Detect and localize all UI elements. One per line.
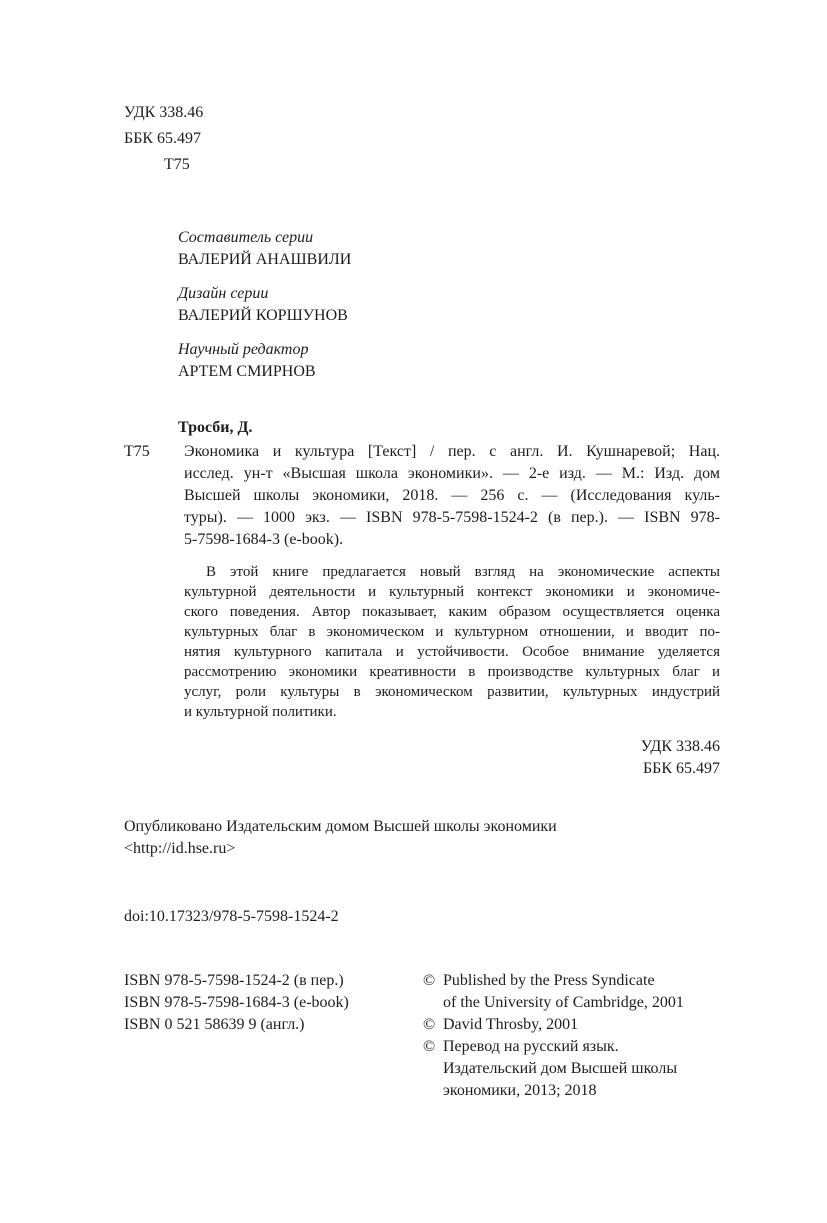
bibliographic-line: Высшей школы экономики, 2018. — 256 с. — (Исследования куль- [184, 487, 720, 504]
copyright-author [423, 1014, 578, 1036]
abstract-line: услуг, роли культуры в экономическом развитии, культурных индустрий [184, 684, 720, 700]
bibliographic-author: Тросби, Д. [178, 419, 253, 436]
abstract-line: В этой книге предлагается новый взгляд на экономические аспекты [206, 564, 720, 580]
copyright-line: экономики, 2013; 2018 [443, 1082, 597, 1099]
abstract-line: ского поведения. Автор показывает, каким образом осуществляется оценка [184, 604, 720, 620]
publisher-site: <http://id.hse.ru> [124, 840, 236, 857]
doi: doi:10.17323/978-5-7598-1524-2 [124, 908, 339, 925]
isbn-line: ISBN 978-5-7598-1684-3 (e-book) [124, 994, 349, 1011]
abstract-line: культурной деятельности и культурный контекст экономики и экономиче- [184, 584, 720, 600]
udk-code-right: УДК 338.46 [640, 738, 720, 755]
copyright-symbol: © [423, 1016, 436, 1033]
isbn-line: ISBN 978-5-7598-1524-2 (в пер.) [124, 972, 344, 989]
copyright-line: of the University of Cambridge, 2001 [443, 994, 684, 1011]
abstract-line: культурных благ в экономическом и культурном отношении, и вводит по- [184, 624, 720, 640]
copyright-translation [423, 1036, 619, 1058]
bibliographic-author-mark: Т75 [124, 443, 150, 460]
credit-name-series-compiler: ВАЛЕРИЙ АНАШВИЛИ [178, 251, 352, 268]
abstract-line: рассмотрению экономики креативности в производстве культурных благ и [184, 664, 720, 680]
copyright-line: Перевод на русский язык. [443, 1038, 619, 1055]
abstract-line: нятия культурного капитала и устойчивости. Особое внимание уделяется [184, 644, 720, 660]
bbk-code-top: ББК 65.497 [124, 130, 202, 147]
publisher-line: Опубликовано Издательским домом Высшей школы экономики [124, 818, 557, 835]
bibliographic-line: 5-7598-1684-3 (e-book). [184, 531, 344, 548]
copyright-symbol: © [423, 1038, 436, 1055]
copyright-cambridge [423, 970, 655, 992]
abstract-line: и культурной политики. [184, 704, 337, 720]
credit-role-scientific-editor: Научный редактор [178, 341, 309, 358]
bibliographic-description [184, 441, 720, 551]
credit-name-series-design: ВАЛЕРИЙ КОРШУНОВ [178, 307, 348, 324]
abstract [184, 562, 720, 722]
bbk-code-right: ББК 65.497 [642, 760, 720, 777]
udk-code-top: УДК 338.46 [124, 104, 204, 121]
copyright-symbol: © [423, 972, 436, 989]
copyright-line: Издательский дом Высшей школы [443, 1060, 678, 1077]
bibliographic-line: Экономика и культура [Текст] / пер. с англ. И. Кушнаревой; Нац. [184, 443, 720, 460]
credit-role-series-design: Дизайн серии [178, 285, 269, 302]
credit-role-series-compiler: Составитель серии [178, 229, 314, 246]
bibliographic-line: туры). — 1000 экз. — ISBN 978-5-7598-1524-2 (в пер.). — ISBN 978- [184, 509, 720, 526]
copyright-line: Published by the Press Syndicate [443, 972, 655, 989]
author-mark-top: Т75 [164, 156, 190, 173]
bibliographic-line: исслед. ун-т «Высшая школа экономики». — 2-е изд. — М.: Изд. дом [184, 465, 720, 482]
isbn-line: ISBN 0 521 58639 9 (англ.) [124, 1016, 305, 1033]
copyright-line: David Throsby, 2001 [443, 1016, 579, 1033]
credit-name-scientific-editor: АРТЕМ СМИРНОВ [178, 363, 316, 380]
